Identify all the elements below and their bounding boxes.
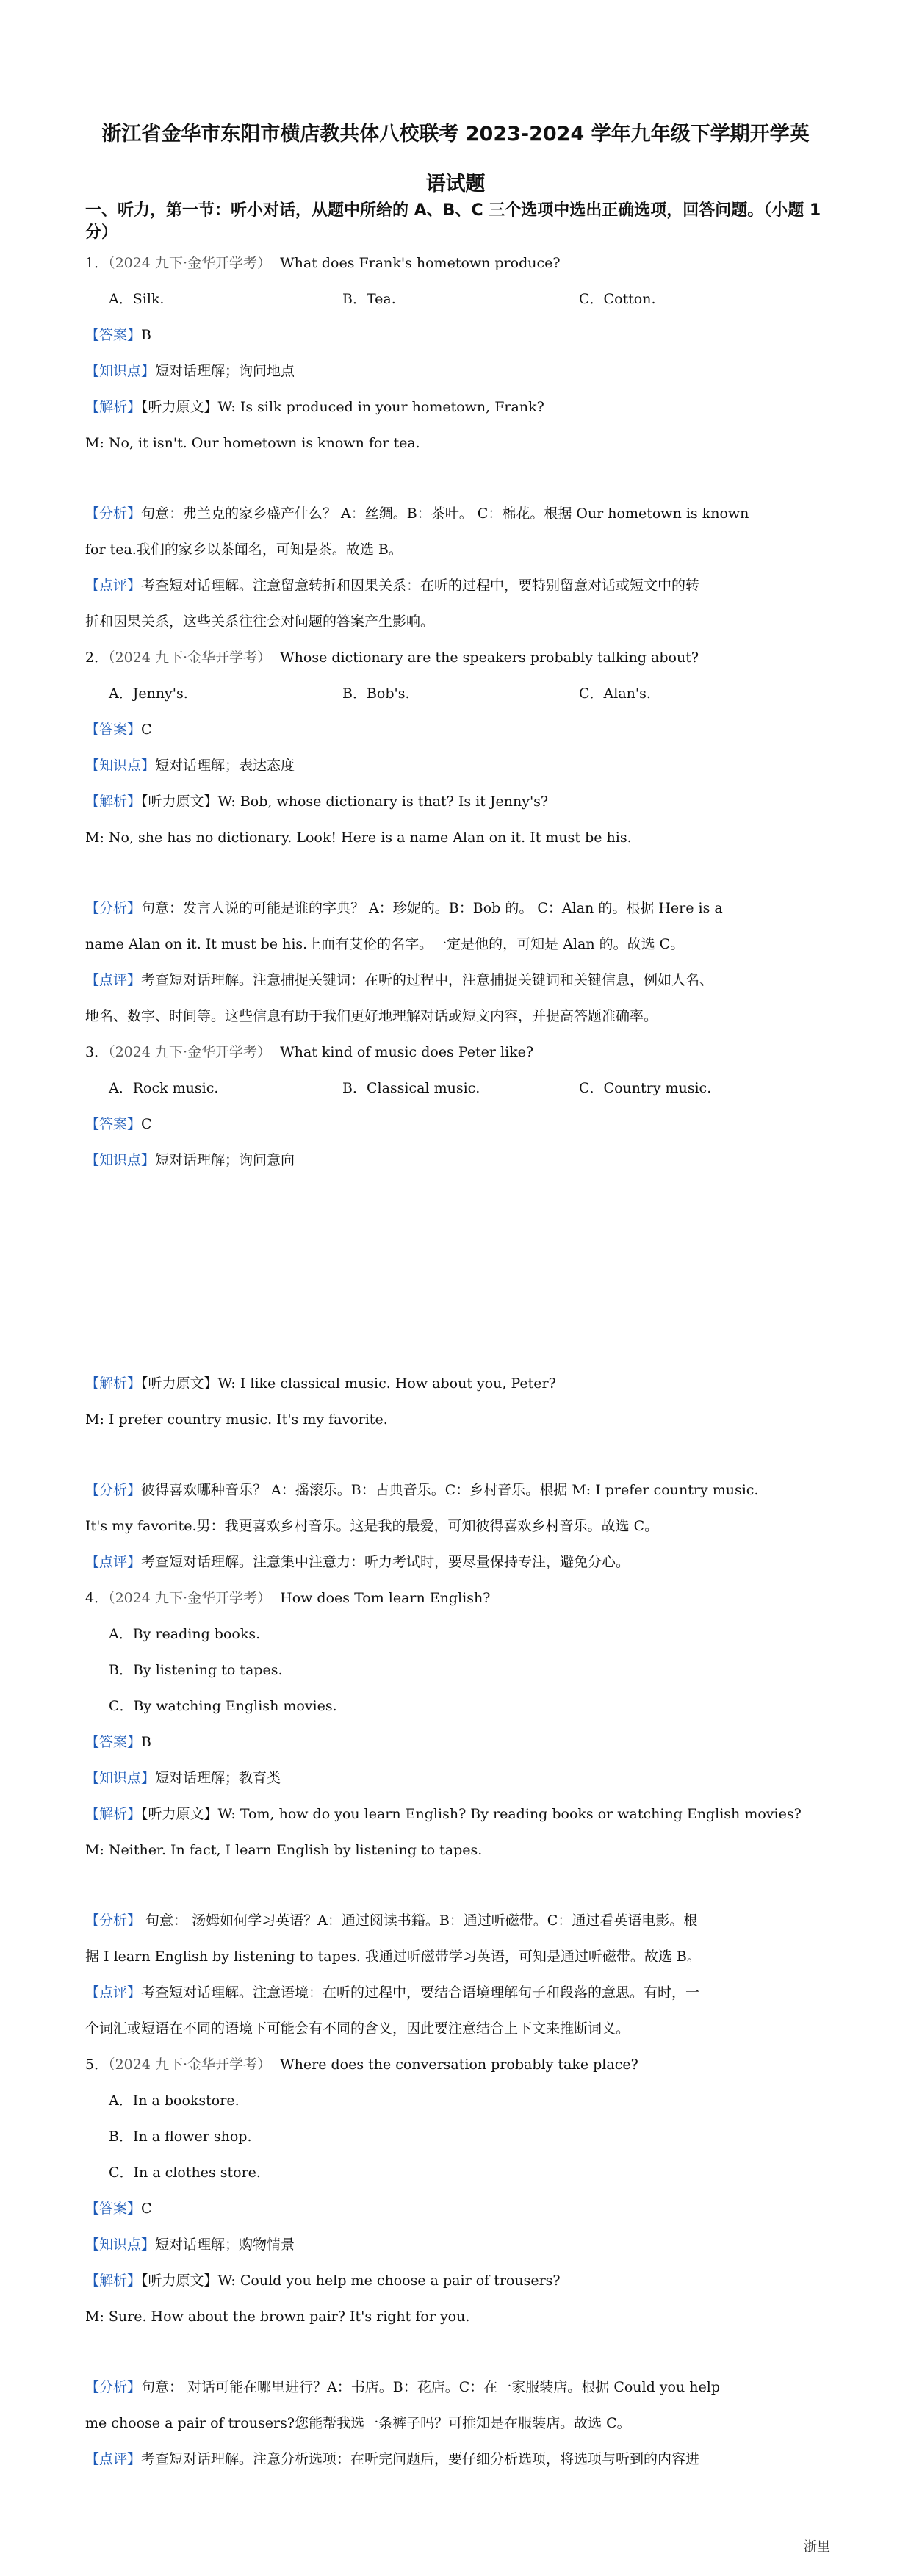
q1-answer: 【答案】B [85, 327, 151, 343]
q3-original-2: M: I prefer country music. It's my favorite. [85, 1411, 388, 1428]
doc-title-line2: 语试题 [425, 173, 486, 195]
q2-answer: 【答案】C [85, 722, 152, 738]
q1-fenxi-1: 【分析】句意：弗兰克的家乡盛产什么？ A：丝绸。B：茶叶。 C：棉花。根据 Our hometown is known [85, 506, 749, 522]
q2-dianping-2: 地名、数字、时间等。这些信息有助于我们更好地理解对话或短文内容，并提高答题准确率。 [85, 1008, 658, 1024]
q4-option-b: B．By listening to tapes. [109, 1662, 283, 1678]
q2-original-2: M: No, she has no dictionary. Look! Here is a name Alan on it. It must be his. [85, 830, 632, 846]
question-5-stem: 5．（2024 九下·金华开学考） Where does the conversation probably take place? [85, 2057, 638, 2073]
q1-option-b: B．Tea. [342, 291, 396, 307]
q1-dianping-2: 折和因果关系，这些关系往往会对问题的答案产生影响。 [85, 614, 435, 630]
q1-fenxi-2: for tea.我们的家乡以茶闻名，可知是茶。故选 B。 [85, 542, 403, 558]
q3-option-a: A．Rock music. [109, 1080, 219, 1096]
q2-option-c: C．Alan's. [579, 686, 651, 702]
q3-answer: 【答案】C [85, 1116, 152, 1132]
q1-option-a: A．Silk. [109, 291, 165, 307]
q3-original-1: 【解析】【听力原文】W: I like classical music. How about you, Peter? [85, 1375, 556, 1392]
q4-fenxi-1: 【分析】 句意： 汤姆如何学习英语？A：通过阅读书籍。B：通过听磁带。C：通过看英语电影。根 [85, 1913, 698, 1929]
q4-option-c: C．By watching English movies. [109, 1698, 337, 1714]
q3-fenxi-1: 【分析】彼得喜欢哪种音乐？ A：摇滚乐。B：古典音乐。C：乡村音乐。根据 M: I prefer country music. [85, 1482, 759, 1498]
section-heading: 一、听力，第一节：听小对话，从题中所给的 A、B、C 三个选项中选出正确选项，回答问题。（小题 1 分） [85, 201, 821, 242]
question-3-stem: 3．（2024 九下·金华开学考） What kind of music does Peter like? [85, 1044, 534, 1060]
q5-option-b: B．In a flower shop. [109, 2129, 252, 2145]
q4-fenxi-2: 据 I learn English by listening to tapes. 我通过听磁带学习英语，可知是通过听磁带。故选 B。 [85, 1949, 701, 1965]
q1-dianping-1: 【点评】考查短对话理解。注意留意转折和因果关系：在听的过程中，要特别留意对话或短文中的转 [85, 578, 700, 594]
q3-knowledge-point: 【知识点】短对话理解；询问意向 [85, 1152, 295, 1168]
q2-option-a: A．Jenny's. [109, 686, 188, 702]
q4-dianping-1: 【点评】考查短对话理解。注意语境：在听的过程中，要结合语境理解句子和段落的意思。有时，一 [85, 1985, 700, 2001]
q4-knowledge-point: 【知识点】短对话理解；教育类 [85, 1770, 281, 1786]
q2-option-b: B．Bob's. [342, 686, 410, 702]
q4-answer: 【答案】B [85, 1734, 151, 1750]
q2-dianping-1: 【点评】考查短对话理解。注意捕捉关键词：在听的过程中，注意捕捉关键词和关键信息，例如人名、 [85, 972, 714, 988]
page-footer: 浙里 [804, 2539, 830, 2555]
q5-fenxi-1: 【分析】句意： 对话可能在哪里进行？A：书店。B：花店。C：在一家服装店。根据 Could you help [85, 2379, 720, 2395]
q5-option-c: C．In a clothes store. [109, 2165, 261, 2181]
q1-knowledge-point: 【知识点】短对话理解；询问地点 [85, 363, 295, 379]
q3-dianping-1: 【点评】考查短对话理解。注意集中注意力：听力考试时，要尽量保持专注，避免分心。 [85, 1554, 630, 1570]
q5-answer: 【答案】C [85, 2201, 152, 2217]
q1-option-c: C．Cotton. [579, 291, 656, 307]
q2-fenxi-1: 【分析】句意：发言人说的可能是谁的字典？ A：珍妮的。B：Bob 的。 C：Alan 的。根据 Here is a [85, 900, 723, 916]
question-2-stem: 2．（2024 九下·金华开学考） Whose dictionary are the speakers probably talking about? [85, 650, 699, 666]
question-1-stem: 1．（2024 九下·金华开学考） What does Frank's hometown produce? [85, 255, 561, 271]
q3-fenxi-2: It's my favorite.男：我更喜欢乡村音乐。这是我的最爱，可知彼得喜欢乡村音乐。故选 C。 [85, 1518, 659, 1534]
q5-dianping-1: 【点评】考查短对话理解。注意分析选项：在听完问题后，要仔细分析选项，将选项与听到的内容进 [85, 2451, 700, 2467]
q4-option-a: A．By reading books. [109, 1626, 261, 1642]
question-4-stem: 4．（2024 九下·金华开学考） How does Tom learn English? [85, 1590, 491, 1606]
q5-knowledge-point: 【知识点】短对话理解；购物情景 [85, 2237, 295, 2253]
doc-title-line1: 浙江省金华市东阳市横店教共体八校联考 2023-2024 学年九年级下学期开学英 [101, 123, 810, 145]
q1-original-1: 【解析】【听力原文】W: Is silk produced in your hometown, Frank? [85, 399, 544, 415]
q4-dianping-2: 个词汇或短语在不同的语境下可能会有不同的含义，因此要注意结合上下文来推断词义。 [85, 2021, 630, 2037]
q4-original-1: 【解析】【听力原文】W: Tom, how do you learn English? By reading books or watching English movies? [85, 1806, 802, 1822]
q3-option-b: B．Classical music. [342, 1080, 480, 1096]
q2-knowledge-point: 【知识点】短对话理解；表达态度 [85, 758, 295, 774]
q1-original-2: M: No, it isn't. Our hometown is known for tea. [85, 435, 420, 451]
q5-fenxi-2: me choose a pair of trousers?您能帮我选一条裤子吗？可推知是在服装店。故选 C。 [85, 2415, 631, 2431]
q5-original-2: M: Sure. How about the brown pair? It's right for you. [85, 2309, 470, 2325]
q2-original-1: 【解析】【听力原文】W: Bob, whose dictionary is that? Is it Jenny's? [85, 794, 549, 810]
q5-option-a: A．In a bookstore. [109, 2093, 240, 2109]
q5-original-1: 【解析】【听力原文】W: Could you help me choose a pair of trousers? [85, 2273, 561, 2289]
q3-option-c: C．Country music. [579, 1080, 712, 1096]
q2-fenxi-2: name Alan on it. It must be his.上面有艾伦的名字。一定是他的，可知是 Alan 的。故选 C。 [85, 936, 685, 952]
q4-original-2: M: Neither. In fact, I learn English by listening to tapes. [85, 1842, 483, 1858]
